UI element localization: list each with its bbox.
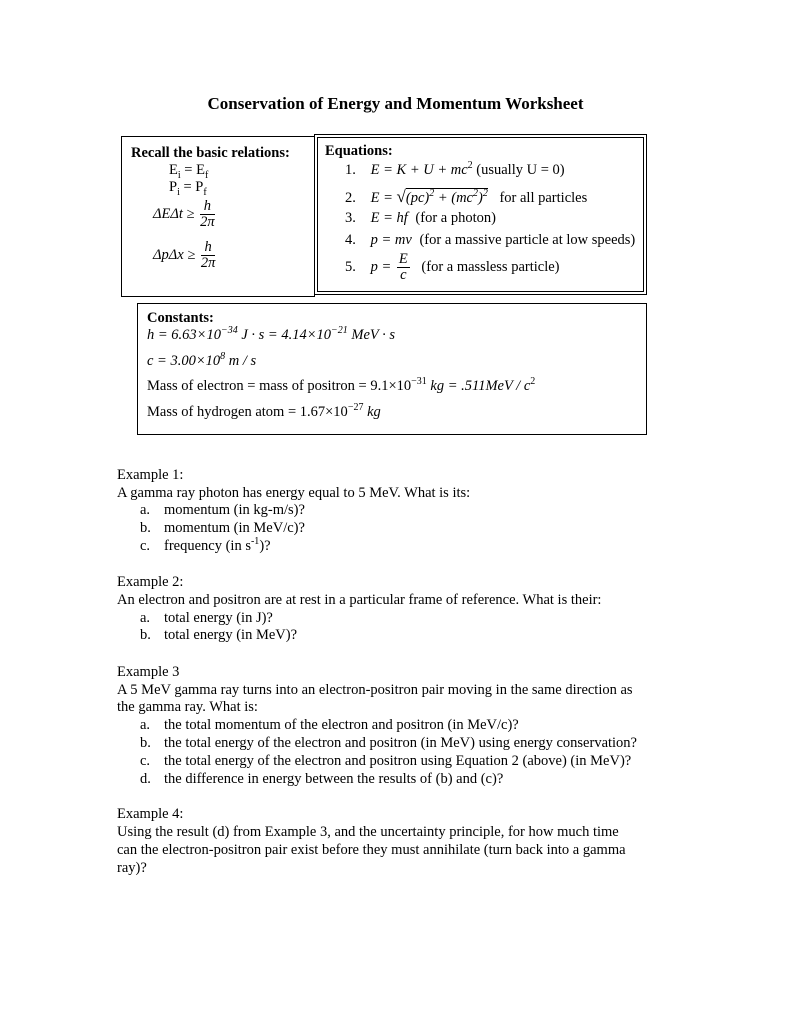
planck-value-a: h = 6.63×10	[147, 327, 221, 343]
example-3-item-a	[140, 717, 519, 734]
energy-eq: = E	[180, 162, 205, 178]
item-label: c.	[140, 538, 151, 554]
hydrogen-mass-unit: kg	[363, 404, 381, 420]
energy-time-denominator: 2π	[200, 214, 215, 231]
momentum-position-denominator: 2π	[200, 255, 216, 272]
planck-unit-b: MeV · s	[347, 327, 395, 343]
example-3-item-d	[140, 771, 503, 788]
constants-heading: Constants:	[147, 310, 214, 326]
equation-number: 4.	[345, 232, 356, 248]
item-label: a.	[140, 502, 151, 518]
equations-heading: Equations:	[325, 143, 393, 159]
page-title: Conservation of Energy and Momentum Worksheet	[207, 94, 584, 113]
example-2-item-b	[140, 627, 297, 644]
equation-note: (for a massless particle)	[421, 259, 560, 276]
speed-exp: 8	[220, 351, 226, 363]
radicand-exp-a: 2	[429, 188, 435, 200]
momentum-sub-f: f	[203, 186, 207, 198]
equation-note: (for a photon)	[415, 210, 496, 226]
example-3-question-line-2: the gamma ray. What is:	[117, 699, 258, 715]
planck-unit-a: J · s = 4.14×10	[237, 327, 331, 343]
example-4-line-1: Using the result (d) from Example 3, and the uncertainty principle, for how much time	[117, 824, 619, 840]
momentum-position-lhs: ΔpΔx ≥	[153, 247, 196, 264]
equation-formula: p = mv	[370, 232, 412, 248]
example-1-heading: Example 1:	[117, 467, 184, 483]
electron-mass-label: Mass of electron = mass of positron = 9.1×10	[147, 378, 412, 394]
equation-note: for all particles	[499, 190, 588, 206]
item-label: b.	[140, 520, 151, 536]
momentum-conservation	[169, 179, 207, 196]
item-label: d.	[140, 771, 151, 787]
energy-sub-f: f	[204, 169, 209, 181]
radicand-part-mid: + (mc	[434, 190, 473, 206]
example-1-item-c	[140, 538, 271, 555]
speed-unit: m / s	[225, 353, 257, 369]
radicand-exp-c: 2	[482, 188, 488, 200]
example-4-line-2: can the electron-positron pair exist before they must annihilate (turn back into a gamma	[117, 842, 626, 858]
item-text: momentum (in MeV/c)?	[164, 520, 305, 536]
example-4-heading: Example 4:	[117, 806, 184, 822]
item-label: a.	[140, 610, 151, 626]
momentum-eq: = P	[179, 179, 204, 195]
hydrogen-mass-label: Mass of hydrogen atom = 1.67×10	[147, 404, 348, 420]
equation-2: 2. $E = √(pc)^2 + (mc^2)^2$ for all particles	[345, 187, 588, 206]
item-text: the difference in energy between the results of (b) and (c)?	[164, 771, 504, 787]
planck-exp-a: −34	[220, 325, 238, 337]
radicand	[406, 188, 488, 206]
example-3-item-c	[140, 753, 631, 770]
radicand-part-a: (pc)	[405, 190, 430, 206]
planck-constant	[147, 327, 395, 344]
hydrogen-mass	[147, 404, 381, 421]
equation-number: 2.	[345, 190, 356, 206]
momentum-position-numerator: h	[201, 240, 216, 256]
example-1-question: A gamma ray photon has energy equal to 5 MeV. What is its:	[117, 485, 471, 501]
example-2-item-a	[140, 610, 273, 627]
equation-1	[345, 162, 565, 179]
constants-box	[137, 303, 647, 435]
equation-formula: E = hf	[370, 210, 408, 226]
item-text: the total momentum of the electron and positron (in MeV/c)?	[164, 717, 519, 733]
electron-mass-unit: kg = .511MeV / c	[426, 378, 531, 394]
recall-box	[121, 136, 315, 297]
equation-number: 1.	[345, 162, 356, 178]
energy-time-lhs: ΔEΔt ≥	[153, 206, 195, 223]
equation-5	[345, 252, 560, 283]
radicand-exp-b: 2	[473, 188, 478, 200]
example-4-line-3: ray)?	[117, 860, 147, 876]
item-label: c.	[140, 753, 151, 769]
planck-exp-b: −21	[330, 325, 348, 337]
example-1-item-a	[140, 502, 305, 519]
item-exponent: -1	[250, 536, 260, 548]
item-text: the total energy of the electron and positron using Equation 2 (above) (in MeV)?	[164, 753, 632, 769]
item-text: total energy (in J)?	[164, 610, 273, 626]
hydrogen-mass-exp: −27	[347, 402, 364, 414]
example-1-item-b	[140, 520, 305, 537]
momentum-symbol: P	[169, 179, 178, 195]
example-2-heading: Example 2:	[117, 574, 184, 590]
speed-value: c = 3.00×10	[147, 353, 221, 369]
equation-note: (for a massive particle at low speeds)	[419, 232, 636, 248]
example-2-question: An electron and positron are at rest in a particular frame of reference. What is their:	[117, 592, 602, 608]
momentum-position-uncertainty	[153, 240, 217, 271]
item-text: momentum (in kg-m/s)?	[164, 502, 305, 518]
equation-3	[345, 210, 496, 227]
speed-of-light	[147, 353, 256, 370]
momentum-sub-i: i	[177, 186, 180, 198]
equation-note: (usually U = 0)	[476, 162, 565, 178]
equation-number: 5.	[345, 259, 356, 276]
equation-numerator: E	[398, 251, 408, 267]
item-text: total energy (in MeV)?	[164, 627, 298, 643]
item-text: frequency (in s	[164, 538, 251, 554]
example-3-item-b	[140, 735, 637, 752]
equation-denominator: c	[400, 267, 407, 284]
electron-mass-unit-exp: 2	[530, 376, 536, 388]
energy-time-uncertainty	[153, 199, 217, 230]
energy-time-numerator: h	[200, 199, 215, 215]
equations-box	[314, 134, 647, 295]
recall-heading: Recall the basic relations:	[131, 145, 290, 161]
item-text: the total energy of the electron and positron (in MeV) using energy conservation?	[164, 735, 637, 751]
example-3-heading: Example 3	[117, 664, 180, 680]
example-3-question-line-1: A 5 MeV gamma ray turns into an electron-positron pair moving in the same direction as	[117, 682, 633, 698]
item-label: b.	[140, 627, 151, 643]
energy-symbol: E	[169, 162, 178, 178]
energy-conservation	[169, 162, 208, 179]
equation-formula: E = K + U + mc	[370, 162, 468, 178]
electron-mass	[147, 378, 535, 395]
radicand-part-end: )	[478, 190, 483, 206]
equation-number: 3.	[345, 210, 356, 226]
item-label: b.	[140, 735, 151, 751]
equation-4	[345, 232, 635, 249]
item-text-after: )?	[259, 538, 271, 554]
equation-formula: p =	[370, 259, 395, 276]
electron-mass-exp: −31	[411, 376, 427, 388]
equation-exponent: 2	[467, 160, 473, 172]
equation-formula: E =	[370, 190, 397, 206]
energy-sub-i: i	[177, 169, 181, 181]
item-label: a.	[140, 717, 151, 733]
